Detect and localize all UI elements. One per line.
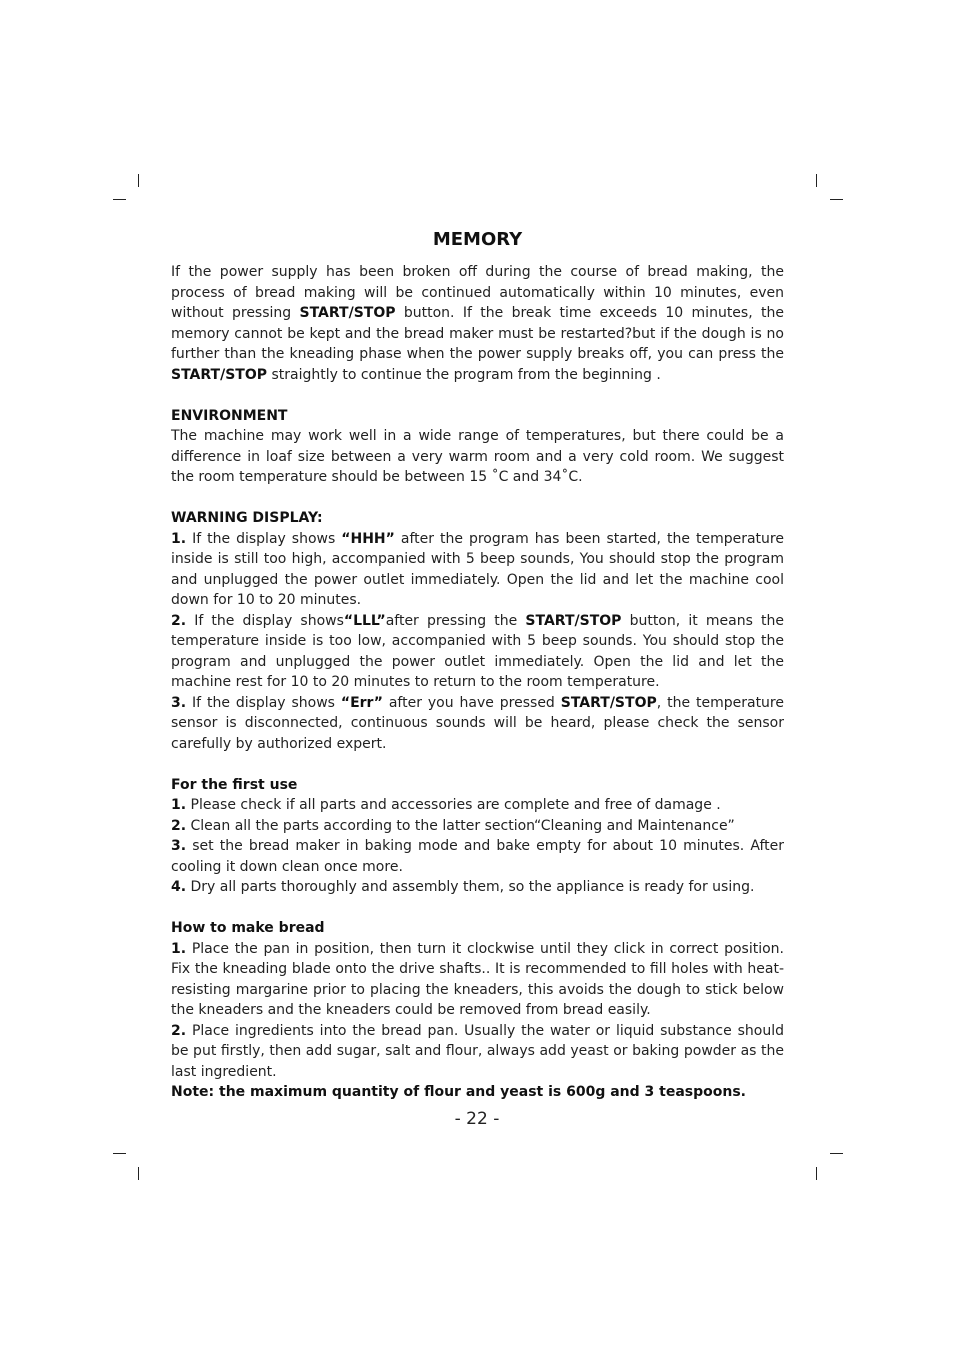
memory-text: straightly to continue the program from the beginning . xyxy=(267,366,661,383)
crop-mark xyxy=(816,174,817,187)
start-stop-label: START/STOP xyxy=(560,694,657,711)
page-number: - 22 - xyxy=(454,1109,500,1129)
start-stop-label: START/STOP xyxy=(299,305,396,321)
warning-item-3: 3. If the display shows “Err” after you have pressed START/STOP, the temperature sensor is disconnected, continuous sounds will be heard, please check the sensor carefully by authorized expert. xyxy=(171,694,784,752)
start-stop-label: START/STOP xyxy=(525,612,622,629)
memory-title: MEMORY xyxy=(432,229,523,250)
warning-item-2: 2. If the display shows“LLL”after pressing the START/STOP button, it means the temperature inside is too low, accompanied with 5 beep sounds. You should stop the program and unplugged the power outlet immediately. Open the lid and let the machine rest for 10 to 20 minutes to return to the room temperature. xyxy=(171,612,784,690)
crop-mark xyxy=(138,174,139,187)
crop-mark xyxy=(138,1167,139,1180)
environment-heading: ENVIRONMENT xyxy=(171,407,288,424)
crop-mark xyxy=(830,1153,843,1154)
first-use-heading: For the first use xyxy=(171,776,298,793)
make-bread-item: 2. Place ingredients into the bread pan. Usually the water or liquid substance should be put firstly, then add sugar, salt and flour, always add yeast or baking powder as the last ingredient. xyxy=(171,1022,784,1080)
memory-text: If the power supply has been broken off during the course of bread making, the process of bread making will be continued automatically within 10 minutes, even without pressing xyxy=(171,264,784,321)
environment-text: The machine may work well in a wide range of temperatures, but there could be a difference in loaf size between a very warm room and a very cold room. We suggest the room temperature should be between 15 ˚C and 34˚C. xyxy=(171,428,784,485)
memory-paragraph xyxy=(171,262,784,385)
first-use-item: 1. Please check if all parts and accessories are complete and free of damage . xyxy=(171,797,721,813)
first-use-item: 4. Dry all parts thoroughly and assembly them, so the appliance is ready for using. xyxy=(171,879,755,895)
make-bread-heading: How to make bread xyxy=(171,920,325,936)
make-bread-item: 1. Place the pan in position, then turn it clockwise until they click in correct position. Fix the kneading blade onto the drive shafts.. It is recommended to fill holes with heat-resisting margarine prior to placing the kneaders, this avoids the dough to stick below the kneaders and the kneaders could be removed from bread easily. xyxy=(171,940,784,1018)
crop-mark xyxy=(113,1153,126,1154)
warning-item-1: 1. If the display shows “HHH” after the program has been started, the temperature inside is still too high, accompanied with 5 beep sounds, You should stop the program and unplugged the power outlet immediately. Open the lid and let the machine cool down for 10 to 20 minutes. xyxy=(171,530,784,608)
first-use-item: 2. Clean all the parts according to the latter section“Cleaning and Maintenance” xyxy=(171,817,735,834)
page-content xyxy=(171,228,784,1103)
crop-mark xyxy=(113,199,126,200)
crop-mark xyxy=(830,199,843,200)
display-code: “Err” xyxy=(340,694,383,711)
display-code: “LLL” xyxy=(343,612,386,629)
first-use-item: 3. set the bread maker in baking mode and bake empty for about 10 minutes. After cooling it down clean once more. xyxy=(171,838,784,875)
crop-mark xyxy=(816,1167,817,1180)
warning-heading: WARNING DISPLAY: xyxy=(171,510,323,526)
make-bread-note: Note: the maximum quantity of flour and yeast is 600g and 3 teaspoons. xyxy=(171,1084,746,1100)
display-code: “HHH” xyxy=(341,530,395,547)
memory-text: button. If the break time exceeds 10 minutes, the memory cannot be kept and the bread maker must be restarted?but if the dough is no further than the kneading phase when the power supply breaks off, you can press the xyxy=(171,305,784,362)
start-stop-label: START/STOP xyxy=(171,366,267,383)
